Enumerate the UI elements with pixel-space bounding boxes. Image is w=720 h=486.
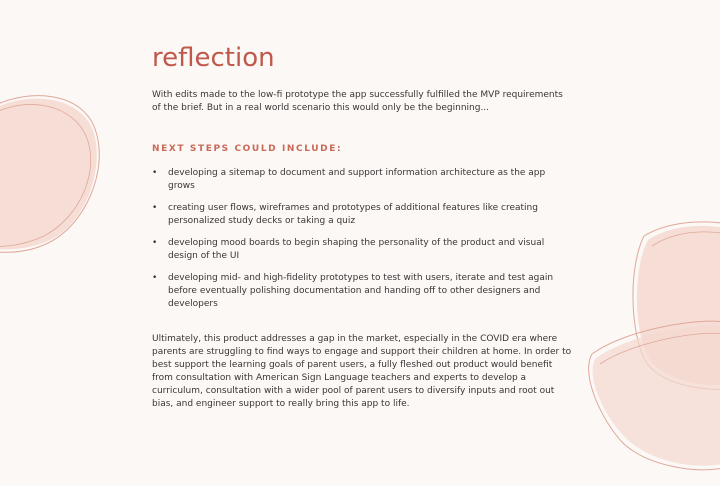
next-steps-heading: NEXT STEPS COULD INCLUDE: — [152, 144, 343, 154]
right-blob-lower-fill — [593, 325, 720, 465]
list-item — [152, 237, 572, 263]
bullet-icon: • — [152, 238, 158, 248]
conclusion-paragraph: Ultimately, this product addresses a gap in the market, especially in the COVID era where parents are struggling to find ways to engage and support their children at home. In order to best support the learning goals of parent users, a fully fleshed out product would benefit from consultation with American Sign Language teachers and experts to develop a curriculum, consultation with a wider pool of parent users to diversify inputs and root out bias, and engineer support to really bring this app to life. — [152, 334, 572, 409]
list-item — [152, 272, 572, 311]
bullet-icon: • — [152, 203, 158, 213]
bullet-icon: • — [152, 168, 158, 178]
list-item-text: creating user flows, wireframes and prototypes of additional features like creating personalized study decks or taking a quiz — [168, 203, 538, 226]
page-title: reflection — [152, 43, 275, 73]
list-item — [152, 202, 572, 228]
intro-paragraph: With edits made to the low-fi prototype the app successfully fulfilled the MVP requirements of the brief. But in a real world scenario this would only be the beginning... — [152, 90, 563, 113]
list-item-text: developing mood boards to begin shaping the personality of the product and visual design of the UI — [168, 238, 545, 261]
left-blob-fill — [0, 99, 97, 250]
list-item-text: developing a sitemap to document and support information architecture as the app grows — [168, 168, 546, 191]
list-item — [152, 167, 572, 193]
bullet-icon: • — [152, 273, 158, 283]
list-item-text: developing mid- and high-fidelity prototypes to test with users, iterate and test again before eventually polishing documentation and handing off to other designers and developers — [168, 273, 554, 309]
next-steps-list — [152, 167, 572, 320]
